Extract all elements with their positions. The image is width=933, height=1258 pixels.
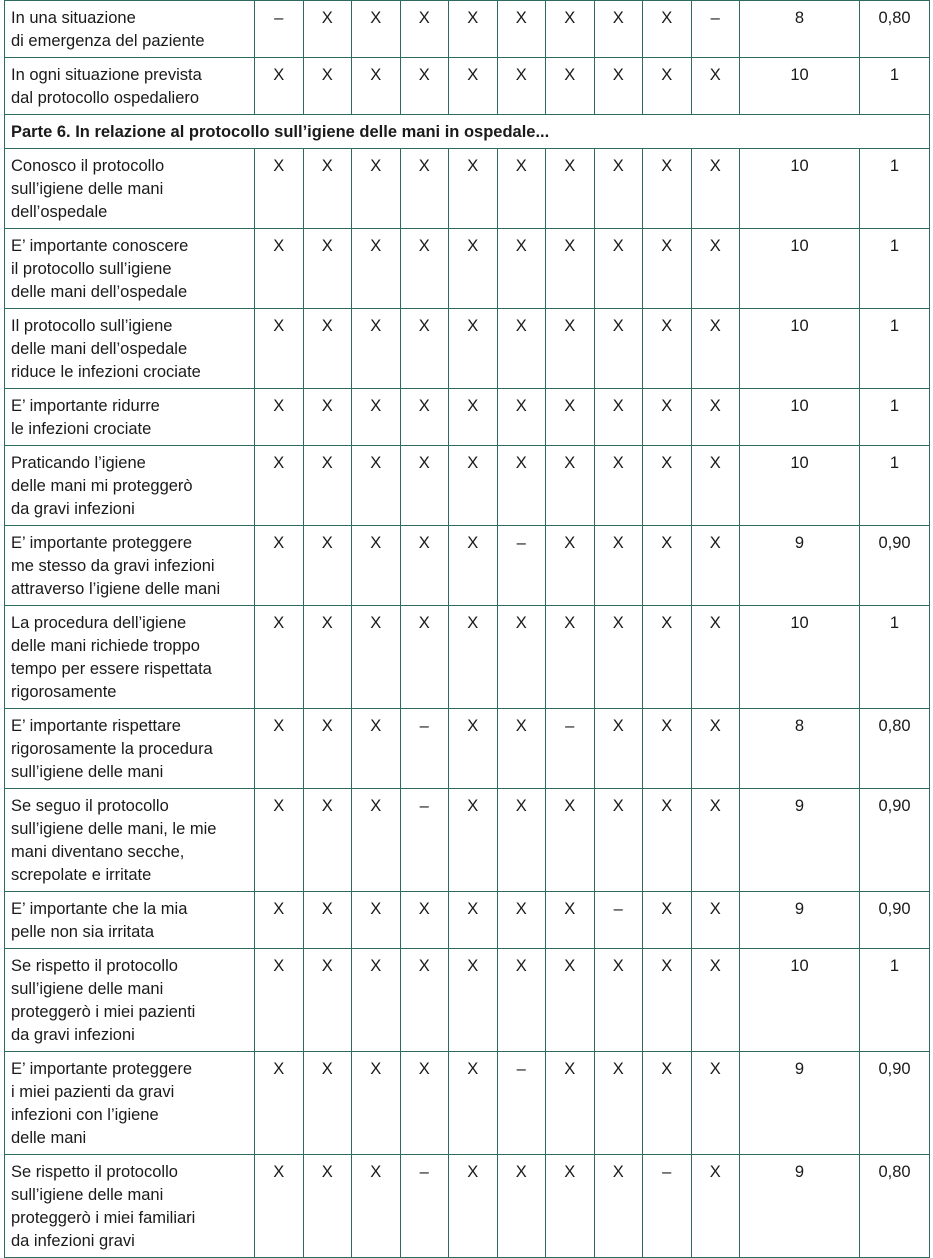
response-mark: X: [546, 309, 595, 389]
response-mark: X: [255, 949, 304, 1052]
response-mark: X: [303, 606, 352, 709]
response-mark: –: [400, 1155, 449, 1258]
response-mark: X: [449, 309, 498, 389]
agreement-index: 0,90: [860, 789, 930, 892]
table-row: [5, 606, 930, 709]
total-count: 10: [740, 446, 860, 526]
response-mark: X: [594, 1155, 643, 1258]
total-count: 10: [740, 309, 860, 389]
response-mark: X: [400, 229, 449, 309]
response-mark: X: [303, 149, 352, 229]
response-mark: X: [691, 389, 740, 446]
table-row: [5, 1052, 930, 1155]
response-mark: X: [643, 789, 692, 892]
response-mark: X: [449, 229, 498, 309]
response-mark: X: [594, 709, 643, 789]
agreement-index: 0,90: [860, 526, 930, 606]
response-mark: X: [352, 389, 401, 446]
row-statement: La procedura dell’igiene delle mani richiede troppo tempo per essere rispettata rigorosamente: [5, 606, 255, 709]
response-mark: X: [255, 149, 304, 229]
response-mark: X: [449, 389, 498, 446]
response-mark: X: [643, 229, 692, 309]
response-mark: X: [255, 1052, 304, 1155]
response-mark: X: [497, 1, 546, 58]
response-mark: X: [255, 709, 304, 789]
response-mark: X: [643, 309, 692, 389]
total-count: 10: [740, 229, 860, 309]
response-mark: X: [546, 389, 595, 446]
response-mark: X: [352, 149, 401, 229]
row-statement: Conosco il protocollo sull’igiene delle mani dell’ospedale: [5, 149, 255, 229]
table-row: [5, 1155, 930, 1258]
response-mark: X: [255, 606, 304, 709]
agreement-index: 1: [860, 446, 930, 526]
total-count: 9: [740, 1052, 860, 1155]
response-mark: X: [643, 606, 692, 709]
response-mark: X: [497, 389, 546, 446]
response-mark: X: [352, 1052, 401, 1155]
response-mark: X: [497, 709, 546, 789]
response-mark: X: [352, 309, 401, 389]
response-mark: X: [497, 892, 546, 949]
response-mark: X: [400, 389, 449, 446]
response-mark: X: [255, 229, 304, 309]
response-mark: X: [352, 606, 401, 709]
response-mark: X: [691, 1052, 740, 1155]
response-mark: X: [449, 949, 498, 1052]
agreement-index: 1: [860, 606, 930, 709]
total-count: 10: [740, 149, 860, 229]
response-mark: X: [546, 446, 595, 526]
response-mark: X: [303, 1052, 352, 1155]
response-mark: X: [303, 1155, 352, 1258]
total-count: 8: [740, 1, 860, 58]
response-mark: X: [303, 309, 352, 389]
table-row: [5, 1, 930, 58]
response-mark: X: [643, 1052, 692, 1155]
response-mark: X: [497, 229, 546, 309]
response-mark: X: [303, 229, 352, 309]
response-mark: X: [255, 526, 304, 606]
response-mark: X: [594, 309, 643, 389]
response-mark: X: [352, 1155, 401, 1258]
response-mark: X: [594, 389, 643, 446]
response-mark: X: [691, 526, 740, 606]
response-mark: X: [546, 229, 595, 309]
agreement-index: 0,90: [860, 1052, 930, 1155]
response-mark: X: [691, 789, 740, 892]
row-statement: E’ importante che la mia pelle non sia irritata: [5, 892, 255, 949]
response-mark: X: [449, 892, 498, 949]
row-statement: Se rispetto il protocollo sull’igiene delle mani proteggerò i miei pazienti da gravi infezioni: [5, 949, 255, 1052]
total-count: 10: [740, 389, 860, 446]
response-mark: X: [546, 58, 595, 115]
table-row: [5, 389, 930, 446]
total-count: 9: [740, 526, 860, 606]
response-mark: X: [449, 1155, 498, 1258]
total-count: 10: [740, 58, 860, 115]
table-row: [5, 789, 930, 892]
response-mark: X: [255, 1155, 304, 1258]
response-mark: X: [546, 949, 595, 1052]
response-mark: X: [546, 892, 595, 949]
response-mark: X: [255, 309, 304, 389]
total-count: 9: [740, 789, 860, 892]
table-row: [5, 58, 930, 115]
table-row: [5, 229, 930, 309]
response-mark: X: [400, 526, 449, 606]
response-mark: X: [352, 229, 401, 309]
total-count: 8: [740, 709, 860, 789]
response-mark: X: [255, 58, 304, 115]
row-statement: Se seguo il protocollo sull’igiene delle mani, le mie mani diventano secche, screpolate e irritate: [5, 789, 255, 892]
response-mark: X: [400, 892, 449, 949]
agreement-index: 1: [860, 949, 930, 1052]
table-row: [5, 446, 930, 526]
row-statement: In ogni situazione prevista dal protocollo ospedaliero: [5, 58, 255, 115]
agreement-index: 1: [860, 389, 930, 446]
response-mark: X: [546, 1052, 595, 1155]
response-mark: X: [643, 446, 692, 526]
response-mark: X: [643, 892, 692, 949]
response-mark: X: [449, 1052, 498, 1155]
response-mark: X: [352, 789, 401, 892]
response-mark: X: [255, 446, 304, 526]
response-mark: –: [546, 709, 595, 789]
row-statement: E’ importante proteggere i miei pazienti da gravi infezioni con l’igiene delle mani: [5, 1052, 255, 1155]
response-mark: X: [643, 949, 692, 1052]
response-mark: X: [691, 58, 740, 115]
section-row: [5, 115, 930, 149]
row-statement: E’ importante conoscere il protocollo sull’igiene delle mani dell’ospedale: [5, 229, 255, 309]
agreement-index: 0,80: [860, 1155, 930, 1258]
agreement-index: 1: [860, 58, 930, 115]
row-statement: Il protocollo sull’igiene delle mani dell’ospedale riduce le infezioni crociate: [5, 309, 255, 389]
row-statement: E’ importante ridurre le infezioni crociate: [5, 389, 255, 446]
response-mark: X: [400, 1052, 449, 1155]
response-mark: X: [594, 58, 643, 115]
response-mark: X: [546, 1155, 595, 1258]
response-mark: –: [497, 1052, 546, 1155]
response-mark: X: [449, 58, 498, 115]
response-mark: X: [594, 526, 643, 606]
response-mark: X: [594, 149, 643, 229]
response-mark: X: [594, 229, 643, 309]
table-body: [5, 1, 930, 1258]
response-mark: X: [303, 1, 352, 58]
response-mark: X: [400, 446, 449, 526]
row-statement: Se rispetto il protocollo sull’igiene delle mani proteggerò i miei familiari da infezioni gravi: [5, 1155, 255, 1258]
response-mark: X: [691, 309, 740, 389]
response-mark: X: [691, 229, 740, 309]
table-row: [5, 309, 930, 389]
agreement-index: 0,90: [860, 892, 930, 949]
response-mark: X: [691, 149, 740, 229]
table-row: [5, 149, 930, 229]
response-mark: X: [303, 526, 352, 606]
response-mark: X: [303, 389, 352, 446]
response-mark: X: [449, 526, 498, 606]
response-mark: X: [303, 949, 352, 1052]
response-mark: X: [594, 1, 643, 58]
response-mark: X: [643, 709, 692, 789]
response-mark: X: [352, 709, 401, 789]
response-mark: X: [643, 526, 692, 606]
response-mark: X: [400, 58, 449, 115]
response-mark: –: [691, 1, 740, 58]
response-mark: X: [255, 789, 304, 892]
response-mark: X: [449, 606, 498, 709]
response-mark: X: [352, 892, 401, 949]
row-statement: Praticando l’igiene delle mani mi proteggerò da gravi infezioni: [5, 446, 255, 526]
response-mark: X: [449, 789, 498, 892]
table-row: [5, 949, 930, 1052]
response-mark: X: [691, 892, 740, 949]
response-mark: X: [546, 606, 595, 709]
response-mark: X: [497, 309, 546, 389]
response-mark: X: [303, 446, 352, 526]
table-row: [5, 892, 930, 949]
agreement-index: 0,80: [860, 1, 930, 58]
response-mark: X: [352, 446, 401, 526]
table-row: [5, 526, 930, 606]
response-mark: X: [352, 1, 401, 58]
response-mark: X: [546, 1, 595, 58]
response-mark: X: [303, 58, 352, 115]
response-mark: X: [594, 446, 643, 526]
response-mark: X: [594, 1052, 643, 1155]
response-mark: –: [255, 1, 304, 58]
response-mark: X: [594, 789, 643, 892]
response-mark: X: [400, 1, 449, 58]
response-mark: X: [400, 606, 449, 709]
response-mark: X: [497, 149, 546, 229]
response-mark: X: [643, 389, 692, 446]
response-mark: X: [691, 606, 740, 709]
response-mark: X: [352, 949, 401, 1052]
response-mark: –: [400, 709, 449, 789]
response-mark: X: [497, 58, 546, 115]
response-mark: X: [255, 892, 304, 949]
table-row: [5, 709, 930, 789]
section-title: Parte 6. In relazione al protocollo sull’igiene delle mani in ospedale...: [5, 115, 930, 149]
agreement-index: 1: [860, 309, 930, 389]
response-mark: X: [546, 789, 595, 892]
response-mark: X: [691, 709, 740, 789]
response-mark: X: [546, 149, 595, 229]
response-mark: X: [691, 949, 740, 1052]
total-count: 10: [740, 949, 860, 1052]
response-mark: X: [497, 789, 546, 892]
response-mark: X: [255, 389, 304, 446]
response-mark: X: [449, 709, 498, 789]
response-mark: X: [497, 949, 546, 1052]
evaluation-table: [4, 0, 930, 1258]
response-mark: X: [546, 526, 595, 606]
agreement-index: 0,80: [860, 709, 930, 789]
response-mark: X: [643, 1, 692, 58]
agreement-index: 1: [860, 149, 930, 229]
total-count: 9: [740, 1155, 860, 1258]
response-mark: X: [643, 149, 692, 229]
total-count: 9: [740, 892, 860, 949]
response-mark: X: [594, 949, 643, 1052]
response-mark: X: [352, 58, 401, 115]
response-mark: X: [449, 446, 498, 526]
response-mark: X: [497, 1155, 546, 1258]
response-mark: X: [643, 58, 692, 115]
response-mark: X: [400, 149, 449, 229]
response-mark: X: [400, 309, 449, 389]
total-count: 10: [740, 606, 860, 709]
response-mark: X: [691, 446, 740, 526]
response-mark: X: [691, 1155, 740, 1258]
row-statement: E’ importante rispettare rigorosamente la procedura sull’igiene delle mani: [5, 709, 255, 789]
row-statement: In una situazione di emergenza del paziente: [5, 1, 255, 58]
response-mark: X: [594, 606, 643, 709]
response-mark: X: [303, 709, 352, 789]
response-mark: X: [449, 1, 498, 58]
response-mark: X: [497, 446, 546, 526]
response-mark: X: [352, 526, 401, 606]
response-mark: –: [594, 892, 643, 949]
response-mark: X: [449, 149, 498, 229]
response-mark: –: [400, 789, 449, 892]
response-mark: X: [400, 949, 449, 1052]
response-mark: –: [643, 1155, 692, 1258]
agreement-index: 1: [860, 229, 930, 309]
response-mark: X: [497, 606, 546, 709]
response-mark: X: [303, 789, 352, 892]
response-mark: X: [303, 892, 352, 949]
response-mark: –: [497, 526, 546, 606]
row-statement: E’ importante proteggere me stesso da gravi infezioni attraverso l’igiene delle mani: [5, 526, 255, 606]
